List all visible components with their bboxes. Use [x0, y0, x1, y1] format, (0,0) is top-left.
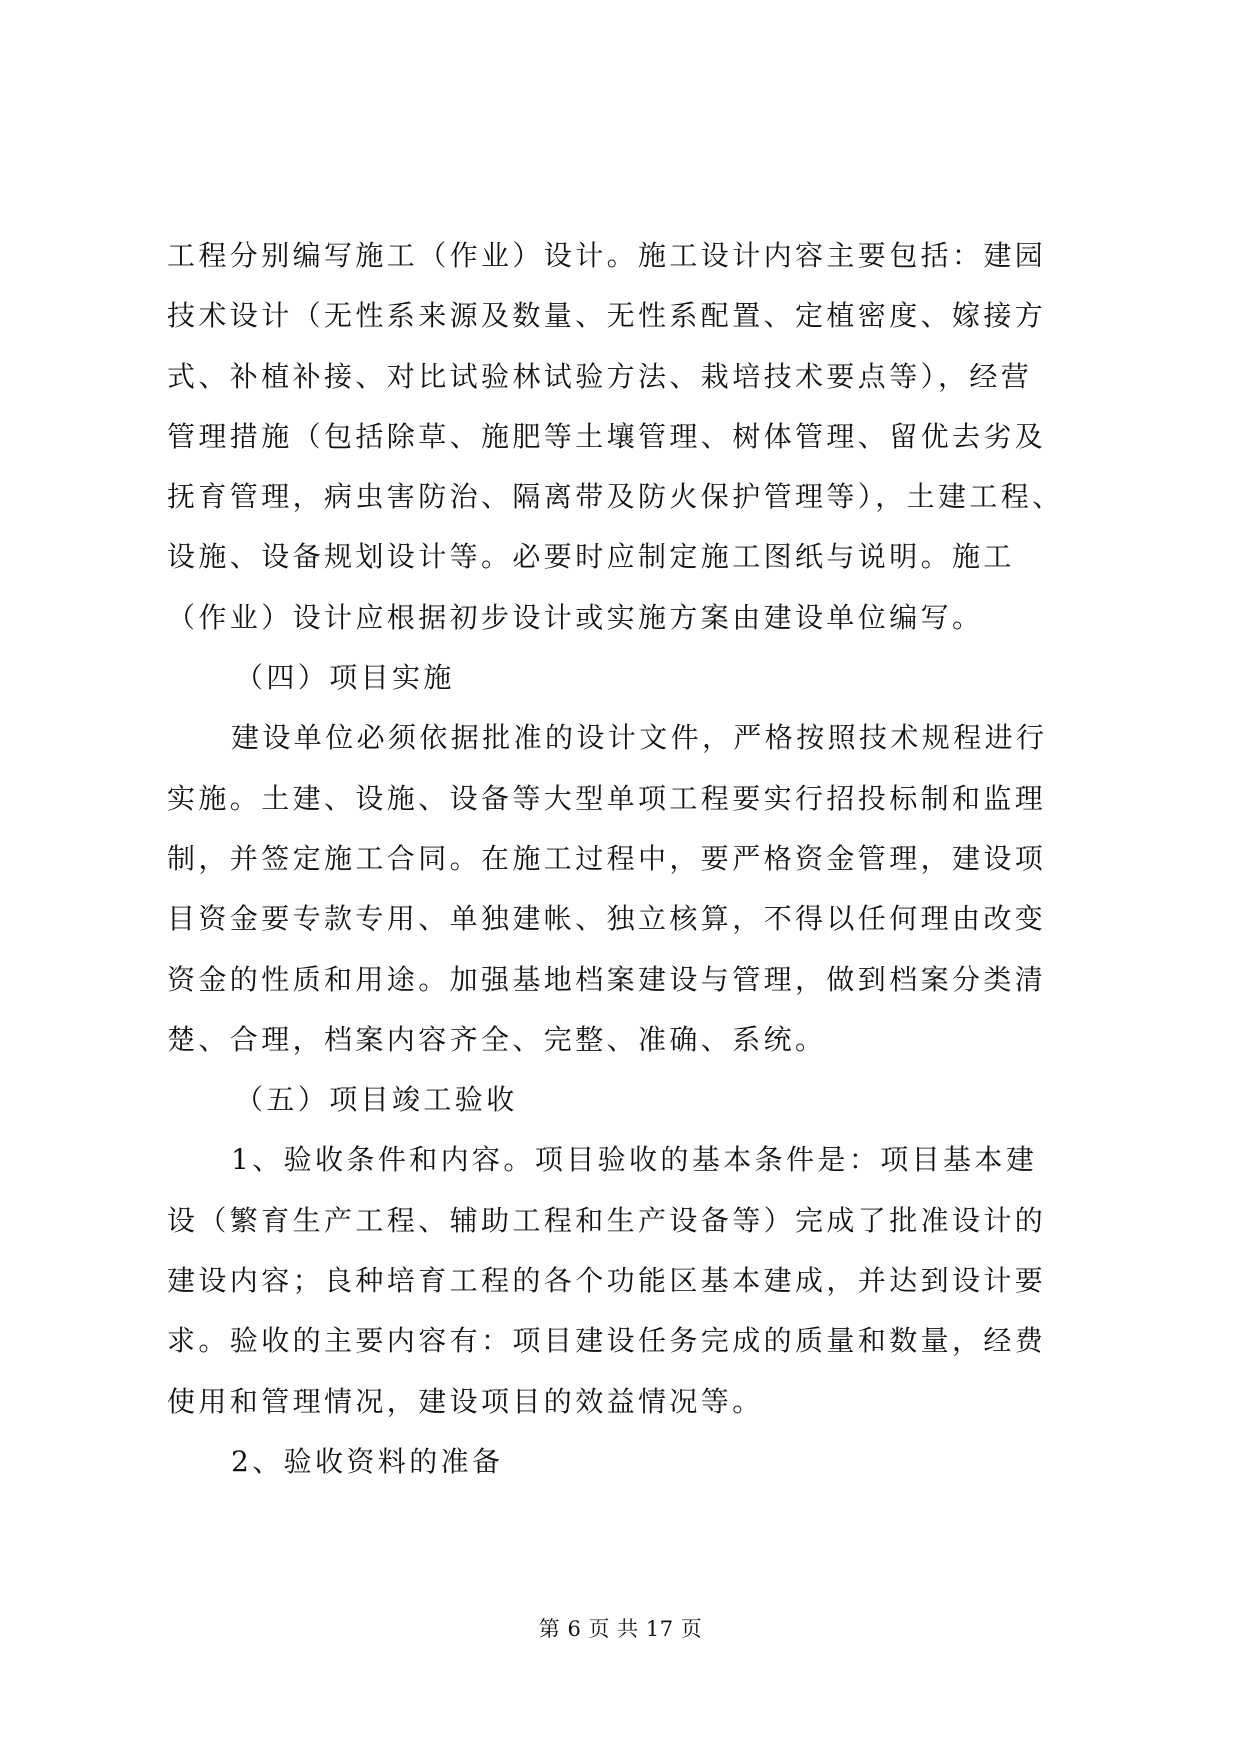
text-line: 目资金要专款专用、单独建帐、独立核算，不得以任何理由改变 [167, 902, 1047, 936]
page-footer: 第 6 页 共 17 页 [538, 1617, 703, 1641]
text-line: 使用和管理情况，建设项目的效益情况等。 [167, 1384, 764, 1418]
section-heading: （四）项目实施 [235, 661, 455, 695]
text-line: 楚、合理，档案内容齐全、完整、准确、系统。 [167, 1022, 827, 1056]
text-line: 技术设计（无性系来源及数量、无性系配置、定植密度、嫁接方 [167, 299, 1047, 333]
text-line: 2、验收资料的准备 [231, 1444, 504, 1478]
text-line: 实施。土建、设施、设备等大型单项工程要实行招投标制和监理 [167, 781, 1047, 815]
text-line: 式、补植补接、对比试验林试验方法、栽培技术要点等），经营 [167, 359, 1033, 393]
text-line: 建设单位必须依据批准的设计文件，严格按照技术规程进行 [231, 721, 1048, 755]
text-line: 1、验收条件和内容。项目验收的基本条件是：项目基本建 [231, 1143, 1038, 1177]
text-line: 设施、设备规划设计等。必要时应制定施工图纸与说明。施工 [167, 540, 1015, 574]
text-line: 设（繁育生产工程、辅助工程和生产设备等）完成了批准设计的 [167, 1203, 1047, 1237]
text-line: 管理措施（包括除草、施肥等土壤管理、树体管理、留优去劣及 [167, 419, 1047, 453]
text-line: 制，并签定施工合同。在施工过程中，要严格资金管理，建设项 [167, 841, 1047, 875]
text-line: 建设内容；良种培育工程的各个功能区基本建成，并达到设计要 [167, 1264, 1047, 1298]
text-line: 工程分别编写施工（作业）设计。施工设计内容主要包括：建园 [167, 239, 1047, 272]
document-body [167, 226, 1077, 1492]
text-line: 资金的性质和用途。加强基地档案建设与管理，做到档案分类清 [167, 962, 1047, 996]
text-line: （作业）设计应根据初步设计或实施方案由建设单位编写。 [167, 600, 984, 634]
text-line: 求。验收的主要内容有：项目建设任务完成的质量和数量，经费 [167, 1324, 1047, 1358]
section-heading: （五）项目竣工验收 [235, 1083, 518, 1117]
text-line: 抚育管理，病虫害防治、隔离带及防火保护管理等），土建工程、 [167, 480, 1064, 514]
